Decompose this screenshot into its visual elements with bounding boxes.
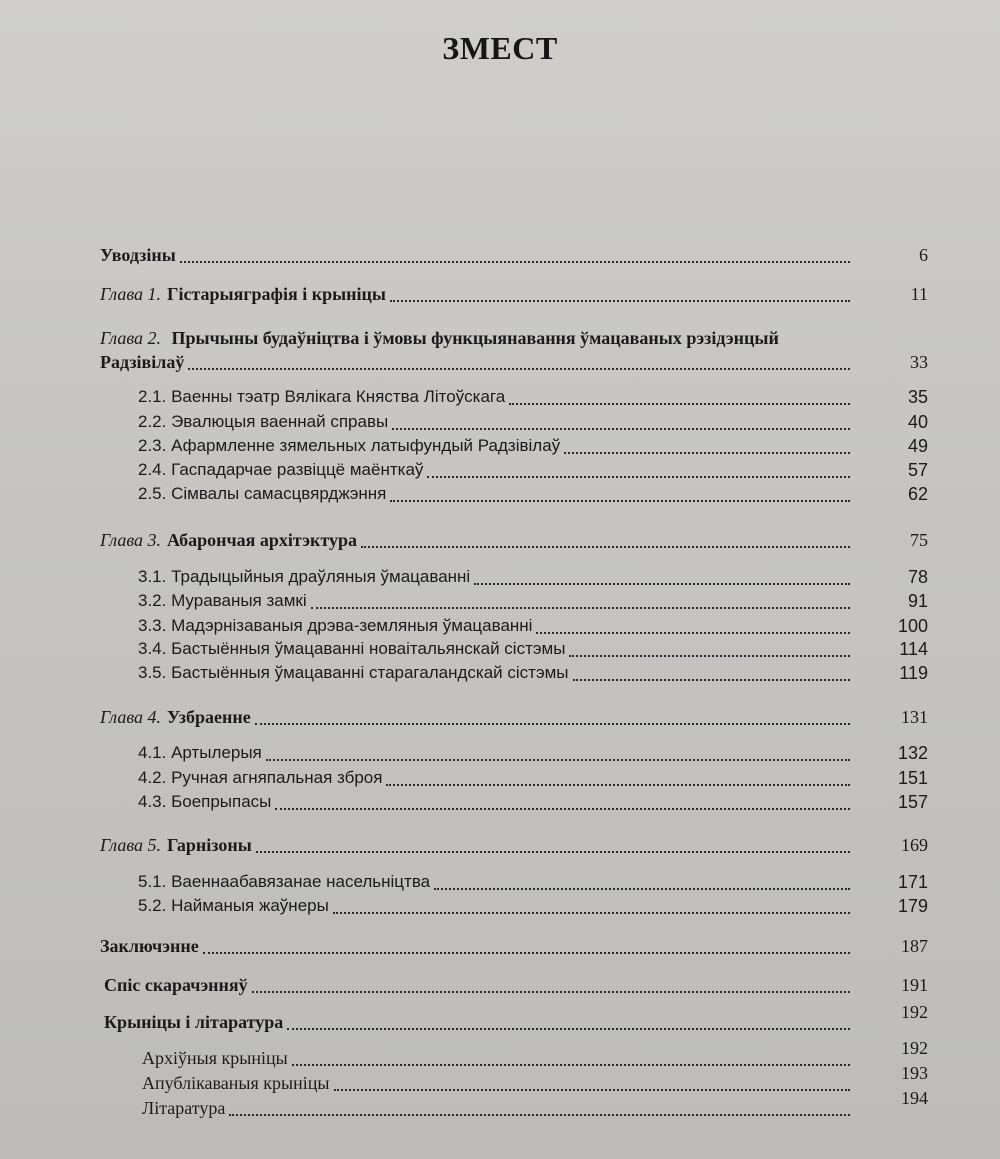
toc-entry-section-2-5 <box>138 482 928 506</box>
toc-label: Гарнізоны <box>167 835 252 855</box>
toc-entry-literature <box>142 1088 928 1120</box>
chapter-prefix: Глава 1. <box>100 284 162 304</box>
toc-entry-intro <box>100 243 928 267</box>
toc-label: 4.3. Боепрыпасы <box>138 792 272 811</box>
toc-entry-published-sources <box>142 1063 928 1095</box>
toc-page: 49 <box>907 436 928 456</box>
toc-entry-sources <box>104 1002 928 1034</box>
toc-label: 3.1. Традыцыйныя драўляныя ўмацаванні <box>138 567 471 586</box>
toc-entry-chapter-2-line1 <box>100 326 779 350</box>
toc-label: Уводзіны <box>100 245 176 265</box>
leader-dots <box>255 723 850 725</box>
toc-page: 40 <box>907 412 928 432</box>
toc-label: 3.3. Мадэрнізаваныя дрэва-земляныя ўмацаванні <box>138 616 533 635</box>
toc-page: 171 <box>897 872 928 892</box>
leader-dots <box>564 452 850 454</box>
leader-dots <box>256 851 850 853</box>
toc-page: 119 <box>899 663 928 683</box>
toc-page: 194 <box>901 1088 928 1108</box>
leader-dots <box>569 655 850 657</box>
leader-dots <box>188 368 850 370</box>
toc-label: Гістарыяграфія і крыніцы <box>167 284 386 304</box>
toc-label: 4.2. Ручная агняпальная зброя <box>138 768 383 787</box>
toc-page: 57 <box>907 460 928 480</box>
toc-page: 131 <box>901 707 928 727</box>
toc-entry-abbreviations <box>104 973 928 997</box>
toc-page: 169 <box>901 835 928 855</box>
toc-page: 192 <box>901 1038 928 1058</box>
chapter-prefix: Глава 3. <box>100 530 162 550</box>
toc-page: 11 <box>910 284 928 304</box>
toc-entry-section-2-4 <box>138 458 928 482</box>
toc-label: 2.5. Сімвалы самасцвярджэння <box>138 484 387 503</box>
toc-label: Архіўныя крыніцы <box>142 1048 288 1068</box>
toc-entry-archival-sources <box>142 1038 928 1070</box>
leader-dots <box>536 632 850 634</box>
leader-dots <box>390 500 850 502</box>
toc-entry-chapter-5 <box>100 833 928 857</box>
leader-dots <box>180 261 850 263</box>
toc-entry-chapter-4 <box>100 705 928 729</box>
toc-page: 100 <box>897 616 928 636</box>
toc-label: Радзівілаў <box>100 352 185 372</box>
toc-page: 151 <box>897 768 928 788</box>
leader-dots <box>203 952 850 954</box>
toc-label: 2.1. Ваенны тэатр Вялікага Княства Літоўскага <box>138 387 506 406</box>
toc-label: 3.5. Бастыённыя ўмацаванні старагаландскай сістэмы <box>138 663 569 682</box>
toc-label: Прычыны будаўніцтва і ўмовы функцыянавання ўмацаваных рэзідэнцый <box>171 328 779 348</box>
toc-entry-section-3-3 <box>138 614 928 638</box>
toc-label: 4.1. Артылерыя <box>138 743 262 762</box>
toc-entry-chapter-1 <box>100 282 928 306</box>
toc-entry-section-4-2 <box>138 766 928 790</box>
toc-label: Заключэнне <box>100 936 199 956</box>
toc-page: 114 <box>899 639 928 659</box>
toc-page: 6 <box>919 245 928 265</box>
toc-entry-section-3-2 <box>138 589 928 613</box>
leader-dots <box>266 759 850 761</box>
leader-dots <box>392 428 850 430</box>
toc-label: 3.2. Мураваныя замкі <box>138 591 307 610</box>
toc-label: Узбраенне <box>167 707 251 727</box>
toc-entry-section-3-5 <box>138 661 928 685</box>
leader-dots <box>334 1089 850 1091</box>
toc-entry-conclusion <box>100 934 928 958</box>
toc-label: Літаратура <box>142 1098 226 1118</box>
leader-dots <box>311 607 850 609</box>
toc-page: 179 <box>897 896 928 916</box>
leader-dots <box>287 1028 850 1030</box>
toc-page: 62 <box>907 484 928 504</box>
leader-dots <box>292 1064 850 1066</box>
toc-label: Апублікаваныя крыніцы <box>142 1073 330 1093</box>
toc-entry-section-5-2 <box>138 894 928 918</box>
toc-page: 33 <box>910 352 928 372</box>
toc-entry-section-4-1 <box>138 741 928 765</box>
leader-dots <box>333 912 850 914</box>
leader-dots <box>229 1114 850 1116</box>
toc-page: 191 <box>901 975 928 995</box>
leader-dots <box>361 546 850 548</box>
toc-entry-section-3-4 <box>138 637 928 661</box>
page-title: ЗМЕСТ <box>442 30 558 66</box>
leader-dots <box>275 808 850 810</box>
toc-entry-chapter-2 <box>100 350 928 374</box>
toc-entry-section-2-2 <box>138 410 928 434</box>
toc-page: 132 <box>897 743 928 763</box>
toc-page: 193 <box>901 1063 928 1083</box>
toc-entry-section-2-3 <box>138 434 928 458</box>
toc-label: Крыніцы і літаратура <box>104 1012 284 1032</box>
toc-entry-section-3-1 <box>138 565 928 589</box>
toc-page: 192 <box>901 1002 928 1022</box>
leader-dots <box>390 300 850 302</box>
leader-dots <box>573 679 850 681</box>
leader-dots <box>427 476 850 478</box>
toc-label: 2.2. Эвалюцыя ваеннай справы <box>138 412 389 431</box>
leader-dots <box>474 583 850 585</box>
toc-label: 5.2. Найманыя жаўнеры <box>138 896 329 915</box>
leader-dots <box>509 403 850 405</box>
toc-entry-section-5-1 <box>138 870 928 894</box>
toc-entry-chapter-3 <box>100 528 928 552</box>
chapter-prefix: Глава 5. <box>100 835 162 855</box>
toc-label: 2.3. Афармленне зямельных латыфундый Радзівілаў <box>138 436 561 455</box>
toc-page: 35 <box>907 387 928 407</box>
toc-page: 78 <box>907 567 928 587</box>
leader-dots <box>434 888 850 890</box>
toc-label: Спіс скарачэнняў <box>104 975 248 995</box>
leader-dots <box>252 991 850 993</box>
leader-dots <box>386 784 850 786</box>
toc-page: 157 <box>897 792 928 812</box>
toc-label: 5.1. Ваеннаабавязанае насельніцтва <box>138 872 431 891</box>
toc-entry-section-2-1 <box>138 385 928 409</box>
toc-label: 2.4. Гаспадарчае развіццё маёнткаў <box>138 460 424 479</box>
toc-page: 187 <box>901 936 928 956</box>
toc-label: 3.4. Бастыённыя ўмацаванні новаітальянскай сістэмы <box>138 639 566 658</box>
toc-label: Абарончая архітэктура <box>167 530 357 550</box>
toc-page: 91 <box>907 591 928 611</box>
toc-entry-section-4-3 <box>138 790 928 814</box>
toc-page: 75 <box>910 530 928 550</box>
chapter-prefix: Глава 4. <box>100 707 162 727</box>
chapter-prefix: Глава 2. <box>100 328 162 348</box>
